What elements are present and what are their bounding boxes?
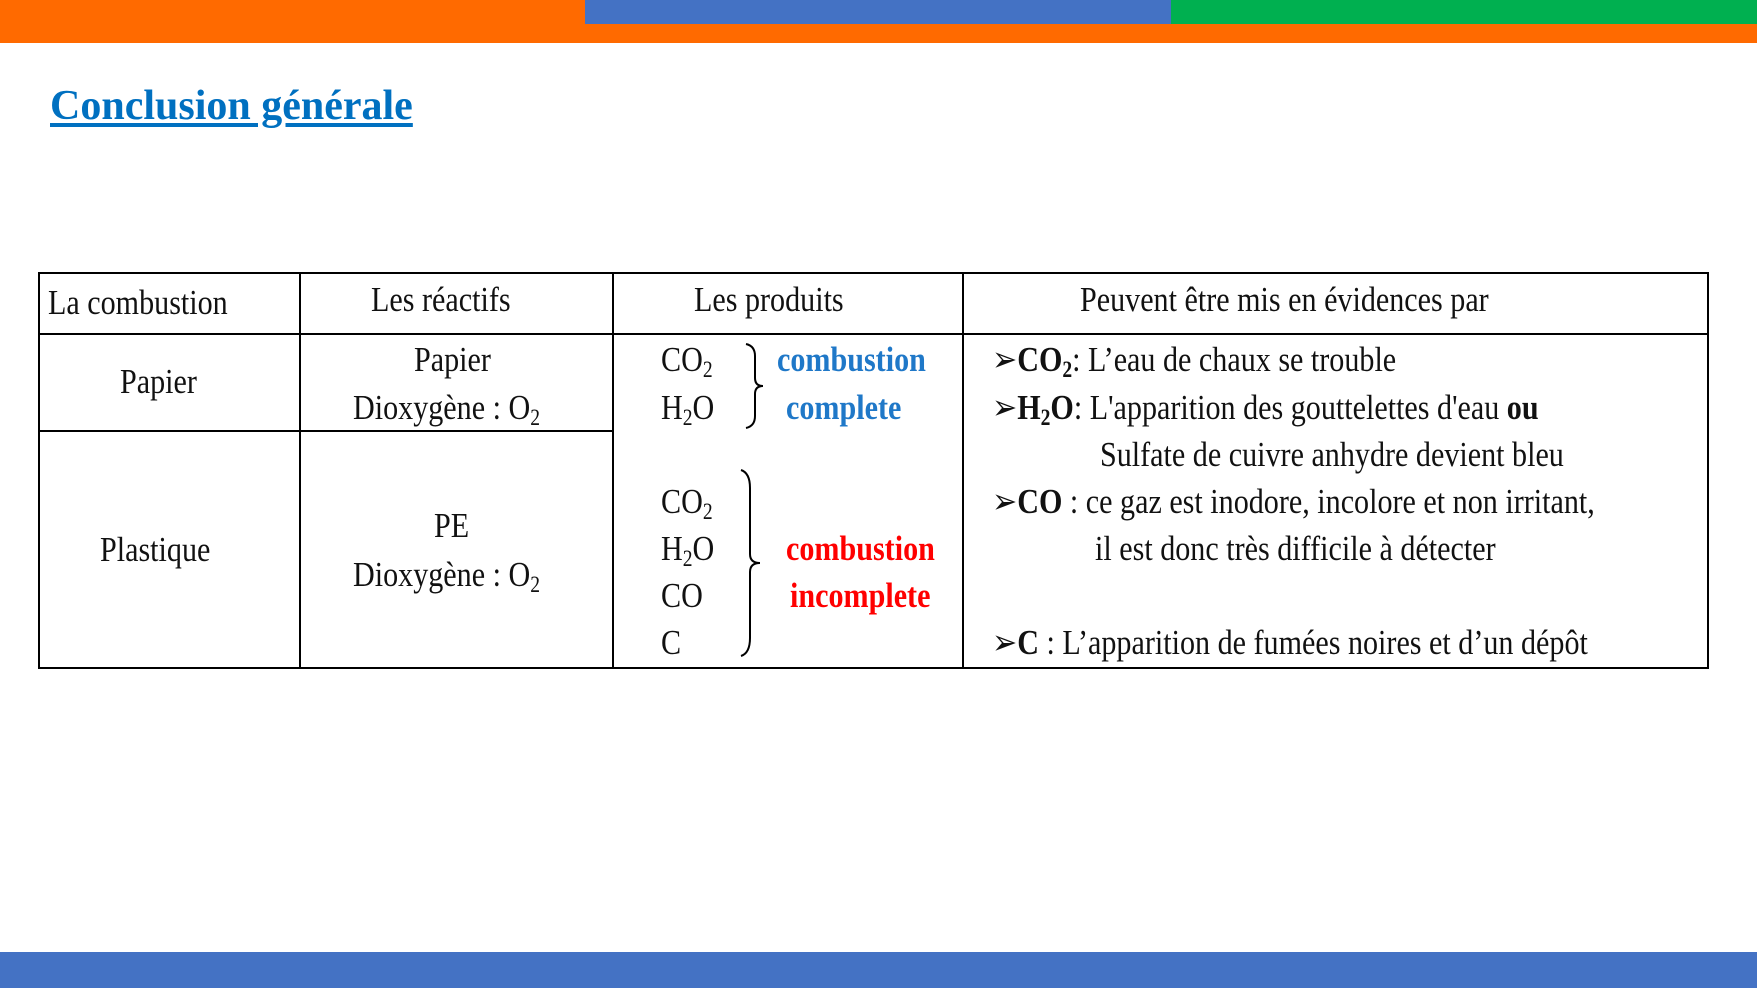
header-divider	[38, 333, 1709, 335]
col-divider-3	[962, 272, 964, 669]
row2-brace-icon	[738, 468, 764, 658]
col-divider-1	[299, 272, 301, 669]
top-bar-green	[1171, 0, 1757, 24]
evidence-h2o-line2: Sulfate de cuivre anhydre devient bleu	[1100, 435, 1564, 474]
row2-produit-co2: $CO_2$	[661, 482, 713, 524]
row1-type-1: combustion	[777, 340, 926, 379]
row1-reactif-2: Dioxygène : $O_2$	[353, 388, 541, 430]
evidence-co-line2: il est donc très difficile à détecter	[1095, 529, 1496, 568]
row2-produit-co: CO	[661, 576, 703, 615]
evidence-h2o: $➢H_2O$: L'apparition des gouttelettes d'eau ou	[992, 388, 1539, 430]
row1-produit-h2o: $H_2O$	[661, 388, 715, 430]
top-color-bar	[0, 0, 1757, 43]
bottom-color-bar	[0, 952, 1757, 988]
table-border-right	[1707, 272, 1709, 669]
evidence-co2: $➢CO_2$: L’eau de chaux se trouble	[992, 340, 1397, 382]
header-combustion: La combustion	[48, 283, 228, 322]
row2-produit-h2o: $H_2O$	[661, 529, 715, 571]
combustion-table	[38, 272, 1709, 669]
table-border-top	[38, 272, 1709, 274]
evidence-co: ➢CO : ce gaz est inodore, incolore et non irritant,	[992, 482, 1595, 521]
row-divider	[38, 430, 614, 432]
evidence-c: ➢C : L’apparition de fumées noires et d’un dépôt	[992, 623, 1588, 662]
col-divider-2	[612, 272, 614, 669]
row1-combustion: Papier	[120, 362, 197, 401]
row2-combustion: Plastique	[100, 530, 211, 569]
header-produits: Les produits	[694, 280, 844, 319]
page-title: Conclusion générale	[50, 83, 413, 129]
row2-type-2: incomplete	[790, 576, 931, 615]
row1-reactif-1: Papier	[414, 340, 491, 379]
row1-produit-co2: $CO_2$	[661, 340, 713, 382]
top-bar-blue	[585, 0, 1171, 24]
row2-produit-c: C	[661, 623, 682, 662]
row1-brace-icon	[743, 342, 765, 430]
row2-type-1: combustion	[786, 529, 935, 568]
header-reactifs: Les réactifs	[371, 280, 511, 319]
row2-reactif-1: PE	[434, 506, 470, 545]
table-border-bottom	[38, 667, 1709, 669]
table-border-left	[38, 272, 40, 669]
row1-type-2: complete	[786, 388, 902, 427]
header-evidences: Peuvent être mis en évidences par	[1080, 280, 1489, 319]
row2-reactif-2: Dioxygène : $O_2$	[353, 555, 541, 597]
